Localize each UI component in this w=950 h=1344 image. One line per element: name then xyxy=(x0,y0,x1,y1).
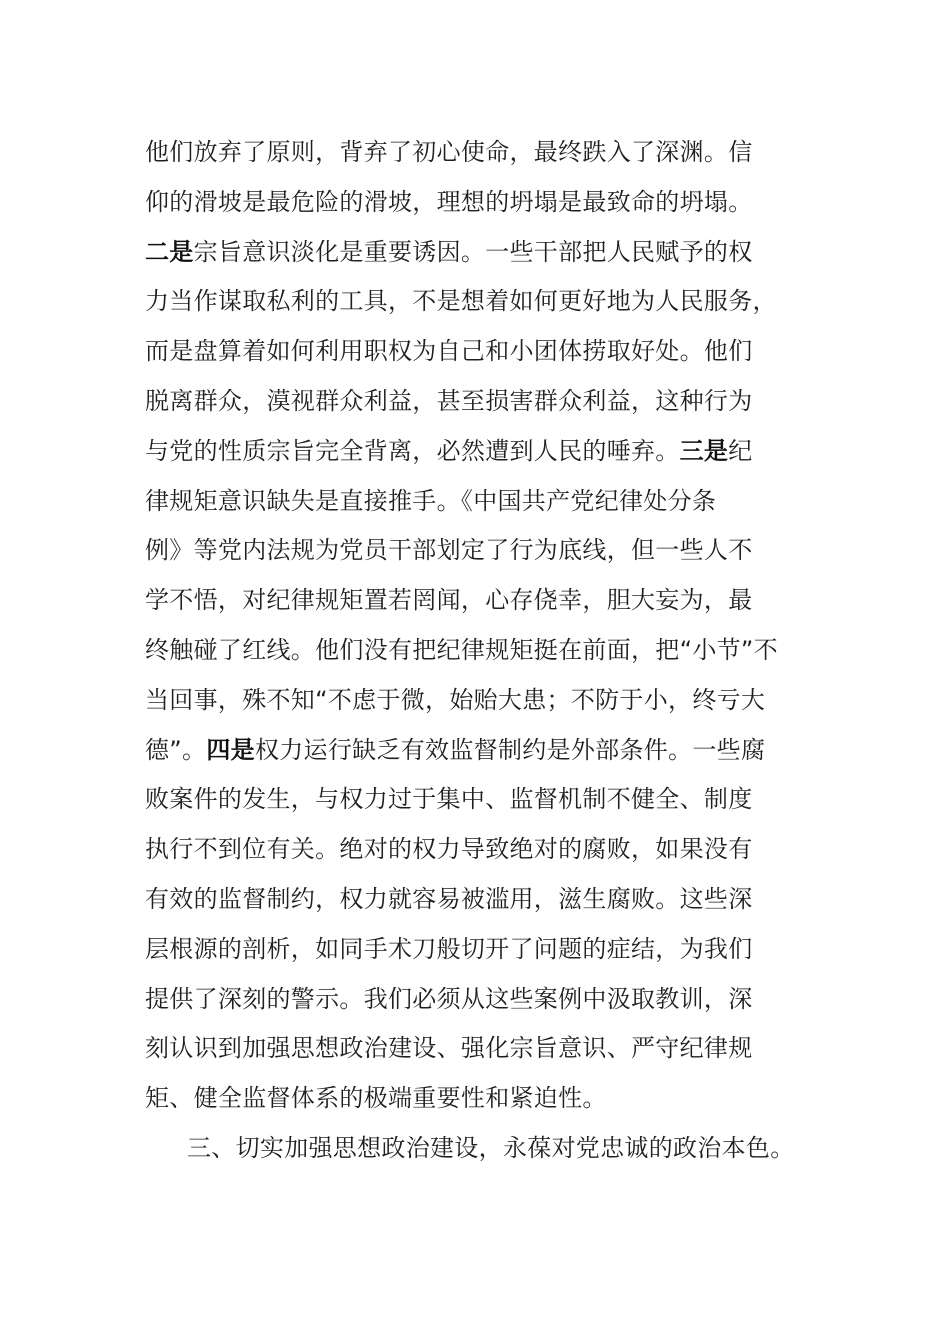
text-segment: 有效的监督制约，权力就容易被滥用，滋生腐败。这些深 xyxy=(145,884,753,913)
text-segment: 当回事，殊不知“不虑于微，始贻大患；不防于小，终亏大 xyxy=(145,685,766,714)
text-line xyxy=(145,576,825,626)
text-line xyxy=(145,875,825,925)
text-line xyxy=(145,327,825,377)
text-line xyxy=(145,1024,825,1074)
text-segment: 学不悟，对纪律规矩置若罔闻，心存侥幸，胆大妄为，最 xyxy=(145,586,753,615)
text-segment: 败案件的发生，与权力过于集中、监督机制不健全、制度 xyxy=(145,785,753,814)
text-segment: 刻认识到加强思想政治建设、强化宗旨意识、严守纪律规 xyxy=(145,1034,753,1063)
text-segment: 仰的滑坡是最危险的滑坡，理想的坍塌是最致命的坍塌。 xyxy=(145,187,753,216)
text-line xyxy=(145,277,825,327)
text-segment: 终触碰了红线。他们没有把纪律规矩挺在前面，把“小节”不 xyxy=(145,635,778,664)
text-line xyxy=(145,925,825,975)
text-segment: 而是盘算着如何利用职权为自己和小团体捞取好处。他们 xyxy=(145,337,753,366)
bold-lead-phrase: 三是 xyxy=(679,436,729,465)
bold-lead-phrase: 二是 xyxy=(145,237,194,266)
text-line xyxy=(145,228,825,278)
text-line xyxy=(145,775,825,825)
text-line xyxy=(145,128,825,178)
text-segment: 提供了深刻的警示。我们必须从这些案例中汲取教训，深 xyxy=(145,984,753,1013)
text-segment: 矩、健全监督体系的极端重要性和紧迫性。 xyxy=(145,1084,607,1113)
bold-lead-phrase: 四是 xyxy=(206,735,255,764)
text-segment: 他们放弃了原则，背弃了初心使命，最终跌入了深渊。信 xyxy=(145,138,753,166)
text-line xyxy=(145,975,825,1025)
text-line xyxy=(145,726,825,776)
text-line xyxy=(145,676,825,726)
text-segment: 纪 xyxy=(728,436,753,465)
text-segment: 执行不到位有关。绝对的权力导致绝对的腐败，如果没有 xyxy=(145,835,753,864)
text-segment: 德”。 xyxy=(145,735,207,764)
text-line xyxy=(145,825,825,875)
text-segment: 与党的性质宗旨完全背离，必然遭到人民的唾弃。 xyxy=(145,436,680,465)
text-segment: 律规矩意识缺失是直接推手。《中国共产党纪律处分条 xyxy=(145,486,717,515)
text-line xyxy=(145,626,825,676)
text-line xyxy=(145,178,825,228)
text-segment: 力当作谋取私利的工具，不是想着如何更好地为人民服务， xyxy=(145,287,777,316)
text-line xyxy=(145,1074,825,1124)
text-line xyxy=(145,526,825,576)
text-line xyxy=(145,427,825,477)
text-segment: 三、切实加强思想政治建设，永葆对党忠诚的政治本色。 xyxy=(187,1133,795,1162)
document-body xyxy=(145,128,825,1174)
text-line xyxy=(145,377,825,427)
text-segment: 例》等党内法规为党员干部划定了行为底线，但一些人不 xyxy=(145,536,753,565)
section-heading-line xyxy=(145,1124,825,1174)
text-line xyxy=(145,477,825,527)
text-segment: 权力运行缺乏有效监督制约是外部条件。一些腐 xyxy=(254,735,766,764)
text-segment: 脱离群众，漠视群众利益，甚至损害群众利益，这种行为 xyxy=(145,386,753,415)
text-segment: 层根源的剖析，如同手术刀般切开了问题的症结，为我们 xyxy=(145,934,753,963)
text-segment: 宗旨意识淡化是重要诱因。一些干部把人民赋予的权 xyxy=(193,237,753,266)
